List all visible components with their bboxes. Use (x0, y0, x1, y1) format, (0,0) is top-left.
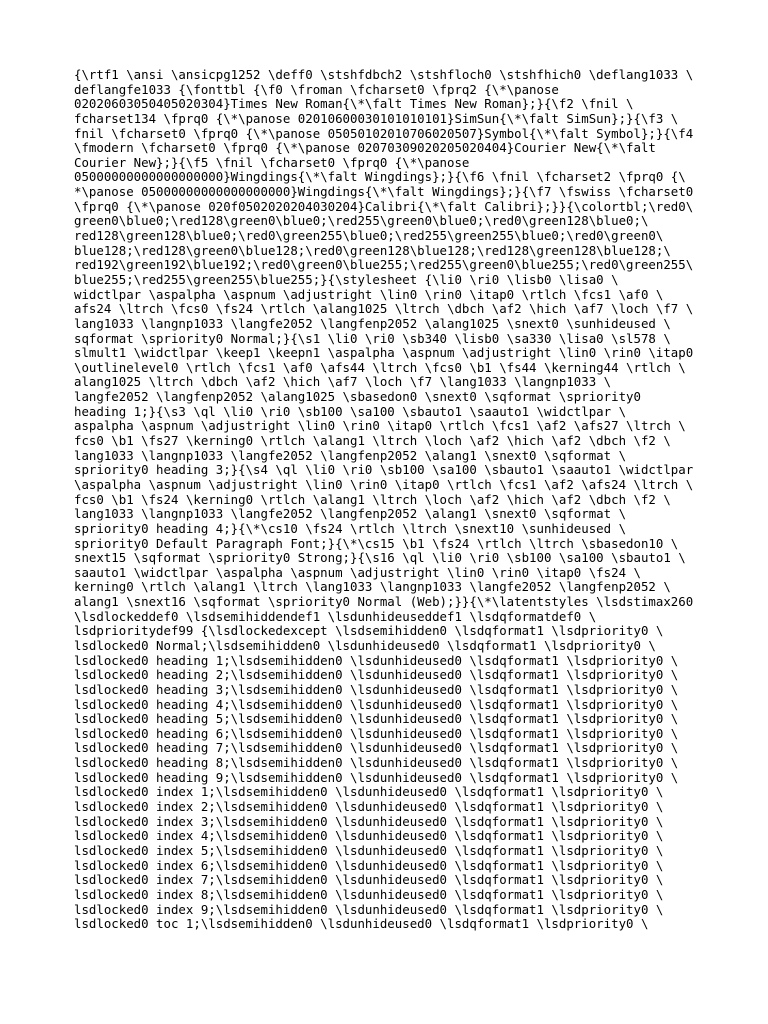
text-line: fcharset134 \fprq0 {\*\panose 02010600030101010101}SimSun{\*\falt SimSun};}{\f3 \ (74, 110, 679, 126)
text-line: spriority0 heading 4;}{\*\cs10 \fs24 \rtlch \ltrch \snext10 \sunhideused \ (74, 520, 627, 536)
text-line: lsdlocked0 heading 5;\lsdsemihidden0 \lsdunhideused0 \lsdqformat1 \lsdpriority0 \ (74, 711, 679, 727)
text-line: \lsdlockeddef0 \lsdsemihiddendef1 \lsdunhideuseddef1 \lsdqformatdef0 \ (74, 608, 597, 624)
text-line: lsdlocked0 heading 2;\lsdsemihidden0 \lsdunhideused0 \lsdqformat1 \lsdpriority0 \ (74, 667, 679, 683)
text-line: \fprq0 {\*\panose 020f0502020204030204}Calibri{\*\falt Calibri};}}{\colortbl;\red0\ (74, 198, 694, 214)
text-line: fnil \fcharset0 \fprq0 {\*\panose 05050102010706020507}Symbol{\*\falt Symbol};}{\f4 (74, 125, 694, 141)
text-line: lsdlocked0 index 5;\lsdsemihidden0 \lsdunhideused0 \lsdqformat1 \lsdpriority0 \ (74, 842, 664, 858)
text-line: lsdlocked0 heading 4;\lsdsemihidden0 \lsdunhideused0 \lsdqformat1 \lsdpriority0 \ (74, 696, 679, 712)
text-line: 02020603050405020304}Times New Roman{\*\falt Times New Roman};}{\f2 \fnil \ (74, 96, 634, 112)
text-line: sqformat \spriority0 Normal;}{\s1 \li0 \ri0 \sb340 \lisb0 \sa330 \lisa0 \sl578 \ (74, 330, 671, 346)
text-line: lsdlocked0 heading 9;\lsdsemihidden0 \lsdunhideused0 \lsdqformat1 \lsdpriority0 \ (74, 769, 679, 785)
text-line: widctlpar \aspalpha \aspnum \adjustright \lin0 \rin0 \itap0 \rtlch \fcs1 \af0 \ (74, 286, 664, 302)
text-line: \fmodern \fcharset0 \fprq0 {\*\panose 02070309020205020404}Courier New{\*\falt (74, 140, 656, 156)
text-line: \aspalpha \aspnum \adjustright \lin0 \rin0 \itap0 \rtlch \fcs1 \af2 \afs24 \ltrch \ (74, 476, 694, 492)
text-line: alang1025 \ltrch \dbch \af2 \hich \af7 \loch \f7 \lang1033 \langnp1033 \ (74, 374, 612, 390)
text-line: heading 1;}{\s3 \ql \li0 \ri0 \sb100 \sa100 \sbauto1 \saauto1 \widctlpar \ (74, 403, 627, 419)
text-line: {\rtf1 \ansi \ansicpg1252 \deff0 \stshfdbch2 \stshfloch0 \stshfhich0 \deflang1033 \ (74, 67, 694, 82)
text-line: saauto1 \widctlpar \aspalpha \aspnum \adjustright \lin0 \rin0 \itap0 \fs24 \ (74, 564, 641, 580)
text-line: snext15 \sqformat \spriority0 Strong;}{\s16 \ql \li0 \ri0 \sb100 \sa100 \sbauto1 \ (74, 550, 686, 566)
text-line: green0\blue0;\red128\green0\blue0;\red255\green0\blue0;\red0\green128\blue0;\ (74, 213, 649, 229)
text-line: lsdlocked0 toc 1;\lsdsemihidden0 \lsdunhideused0 \lsdqformat1 \lsdpriority0 \ (74, 916, 649, 932)
text-line: afs24 \ltrch \fcs0 \fs24 \rtlch \alang1025 \ltrch \dbch \af2 \hich \af7 \loch \f7 \ (74, 301, 694, 317)
text-line: *\panose 05000000000000000000}Wingdings{\*\falt Wingdings};}{\f7 \fswiss \fcharset0 (74, 184, 694, 200)
text-line: lsdlocked0 heading 1;\lsdsemihidden0 \lsdunhideused0 \lsdqformat1 \lsdpriority0 \ (74, 652, 679, 668)
text-line: lsdlocked0 index 4;\lsdsemihidden0 \lsdunhideused0 \lsdqformat1 \lsdpriority0 \ (74, 828, 664, 844)
text-line: 05000000000000000000}Wingdings{\*\falt Wingdings};}{\f6 \fnil \fcharset2 \fprq0 {\ (74, 169, 686, 185)
text-line: spriority0 Default Paragraph Font;}{\*\cs15 \b1 \fs24 \rtlch \ltrch \sbasedon10 \ (74, 535, 679, 551)
text-line: lsdlocked0 index 8;\lsdsemihidden0 \lsdunhideused0 \lsdqformat1 \lsdpriority0 \ (74, 886, 664, 902)
text-line: lang1033 \langnp1033 \langfe2052 \langfenp2052 \alang1025 \snext0 \sunhideused \ (74, 315, 671, 331)
text-line: lsdlocked0 heading 7;\lsdsemihidden0 \lsdunhideused0 \lsdqformat1 \lsdpriority0 \ (74, 740, 679, 756)
text-line: fcs0 \b1 \fs24 \kerning0 \rtlch \alang1 \ltrch \loch \af2 \hich \af2 \dbch \f2 \ (74, 491, 671, 507)
text-line: deflangfe1033 {\fonttbl {\f0 \froman \fcharset0 \fprq2 {\*\panose (74, 81, 559, 97)
text-line: fcs0 \b1 \fs27 \kerning0 \rtlch \alang1 \ltrch \loch \af2 \hich \af2 \dbch \f2 \ (74, 433, 671, 449)
text-line: lsdlocked0 index 2;\lsdsemihidden0 \lsdunhideused0 \lsdqformat1 \lsdpriority0 \ (74, 799, 664, 815)
text-line: red128\green128\blue0;\red0\green255\blue0;\red255\green255\blue0;\red0\green0\ (74, 228, 664, 244)
text-line: red192\green192\blue192;\red0\green0\blue255;\red255\green0\blue255;\red0\green255\ (74, 257, 694, 273)
text-line: lsdlocked0 Normal;\lsdsemihidden0 \lsdunhideused0 \lsdqformat1 \lsdpriority0 \ (74, 637, 656, 653)
text-line: Courier New};}{\f5 \fnil \fcharset0 \fprq0 {\*\panose (74, 154, 470, 170)
text-line: lsdlocked0 heading 6;\lsdsemihidden0 \lsdunhideused0 \lsdqformat1 \lsdpriority0 \ (74, 725, 679, 741)
text-line: spriority0 heading 3;}{\s4 \ql \li0 \ri0 \sb100 \sa100 \sbauto1 \saauto1 \widctlpar (74, 462, 694, 478)
rtf-source-text (74, 68, 714, 932)
text-line: lsdlocked0 heading 8;\lsdsemihidden0 \lsdunhideused0 \lsdqformat1 \lsdpriority0 \ (74, 755, 679, 771)
text-line: lsdlocked0 index 9;\lsdsemihidden0 \lsdunhideused0 \lsdqformat1 \lsdpriority0 \ (74, 901, 664, 917)
text-line: lsdprioritydef99 {\lsdlockedexcept \lsdsemihidden0 \lsdqformat1 \lsdpriority0 \ (74, 623, 664, 639)
text-line: lsdlocked0 heading 3;\lsdsemihidden0 \lsdunhideused0 \lsdqformat1 \lsdpriority0 \ (74, 681, 679, 697)
text-line: kerning0 \rtlch \alang1 \ltrch \lang1033 \langnp1033 \langfe2052 \langfenp2052 \ (74, 579, 671, 595)
text-line: lsdlocked0 index 6;\lsdsemihidden0 \lsdunhideused0 \lsdqformat1 \lsdpriority0 \ (74, 857, 664, 873)
text-line: lsdlocked0 index 7;\lsdsemihidden0 \lsdunhideused0 \lsdqformat1 \lsdpriority0 \ (74, 872, 664, 888)
text-line: lsdlocked0 index 3;\lsdsemihidden0 \lsdunhideused0 \lsdqformat1 \lsdpriority0 \ (74, 813, 664, 829)
text-line: slmult1 \widctlpar \keep1 \keepn1 \aspalpha \aspnum \adjustright \lin0 \rin0 \itap0 (74, 345, 694, 361)
text-line: lang1033 \langnp1033 \langfe2052 \langfenp2052 \alang1 \snext0 \sqformat \ (74, 447, 627, 463)
text-line: blue128;\red128\green0\blue128;\red0\green128\blue128;\red128\green128\blue128;\ (74, 242, 671, 258)
text-line: lang1033 \langnp1033 \langfe2052 \langfenp2052 \alang1 \snext0 \sqformat \ (74, 506, 627, 522)
text-line: alang1 \snext16 \sqformat \spriority0 Normal (Web);}}{\*\latentstyles \lsdstimax260 (74, 594, 694, 610)
text-line: \outlinelevel0 \rtlch \fcs1 \af0 \afs44 \ltrch \fcs0 \b1 \fs44 \kerning44 \rtlch \ (74, 359, 686, 375)
text-line: blue255;\red255\green255\blue255;}{\stylesheet {\li0 \ri0 \lisb0 \lisa0 \ (74, 271, 619, 287)
text-line: lsdlocked0 index 1;\lsdsemihidden0 \lsdunhideused0 \lsdqformat1 \lsdpriority0 \ (74, 784, 664, 800)
text-line: langfe2052 \langfenp2052 \alang1025 \sbasedon0 \snext0 \sqformat \spriority0 (74, 389, 641, 405)
text-line: aspalpha \aspnum \adjustright \lin0 \rin0 \itap0 \rtlch \fcs1 \af2 \afs27 \ltrch \ (74, 418, 686, 434)
